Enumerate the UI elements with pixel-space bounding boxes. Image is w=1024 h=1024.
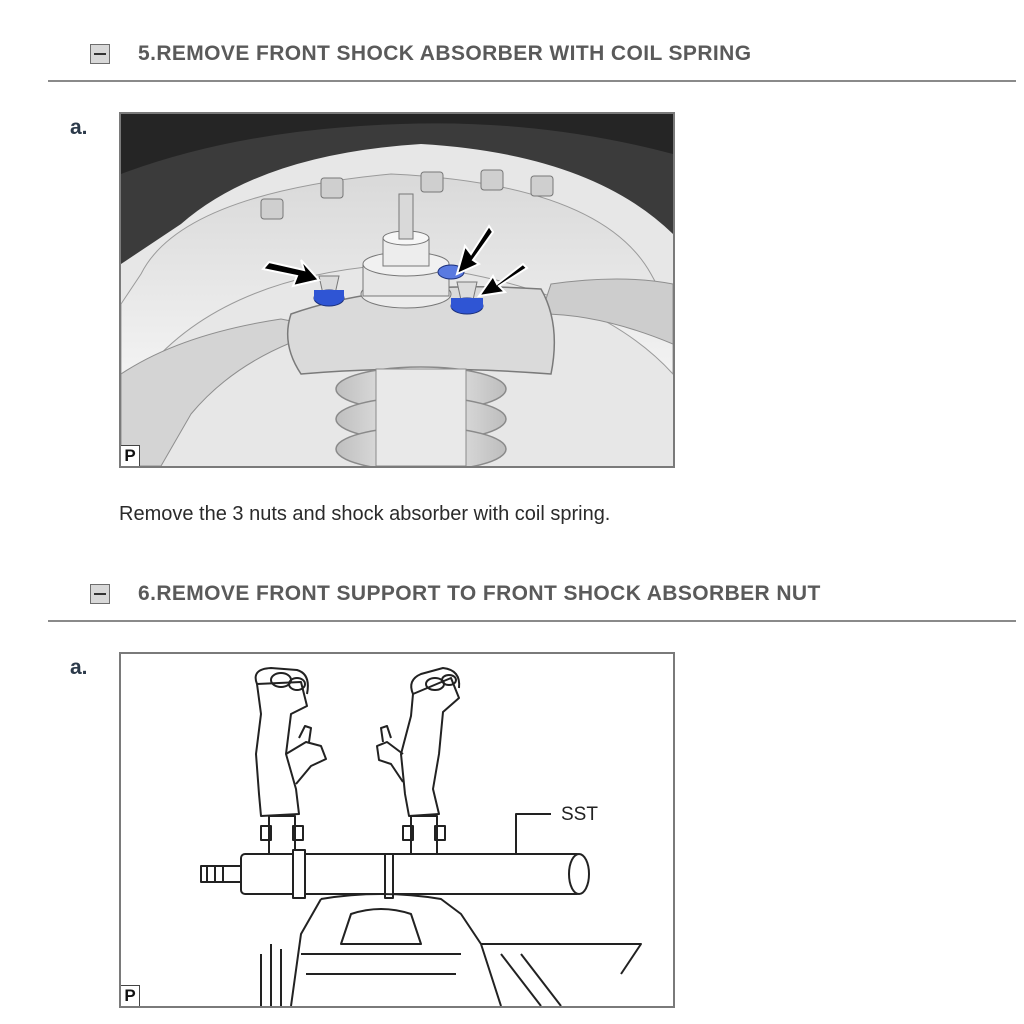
section-5-header xyxy=(48,40,1016,82)
minus-square-icon[interactable] xyxy=(90,44,110,64)
sst-holder-illustration xyxy=(121,654,673,1006)
sst-callout-label: SST xyxy=(561,804,598,825)
shock-absorber-removal-illustration xyxy=(121,114,673,466)
figure-corner-label: P xyxy=(121,445,140,466)
section-6-title: 6.REMOVE FRONT SUPPORT TO FRONT SHOCK ABSORBER NUT xyxy=(138,582,821,605)
minus-square-icon[interactable] xyxy=(90,584,110,604)
section-5-instruction: Remove the 3 nuts and shock absorber with coil spring. xyxy=(119,503,611,525)
section-5-figure xyxy=(119,112,675,468)
section-6-header xyxy=(48,580,1016,622)
section-6-figure xyxy=(119,652,675,1008)
section-6-step-label: a. xyxy=(70,656,88,679)
figure-corner-label: P xyxy=(121,985,140,1006)
section-5-step-label: a. xyxy=(70,116,88,139)
section-5-title: 5.REMOVE FRONT SHOCK ABSORBER WITH COIL SPRING xyxy=(138,42,752,65)
